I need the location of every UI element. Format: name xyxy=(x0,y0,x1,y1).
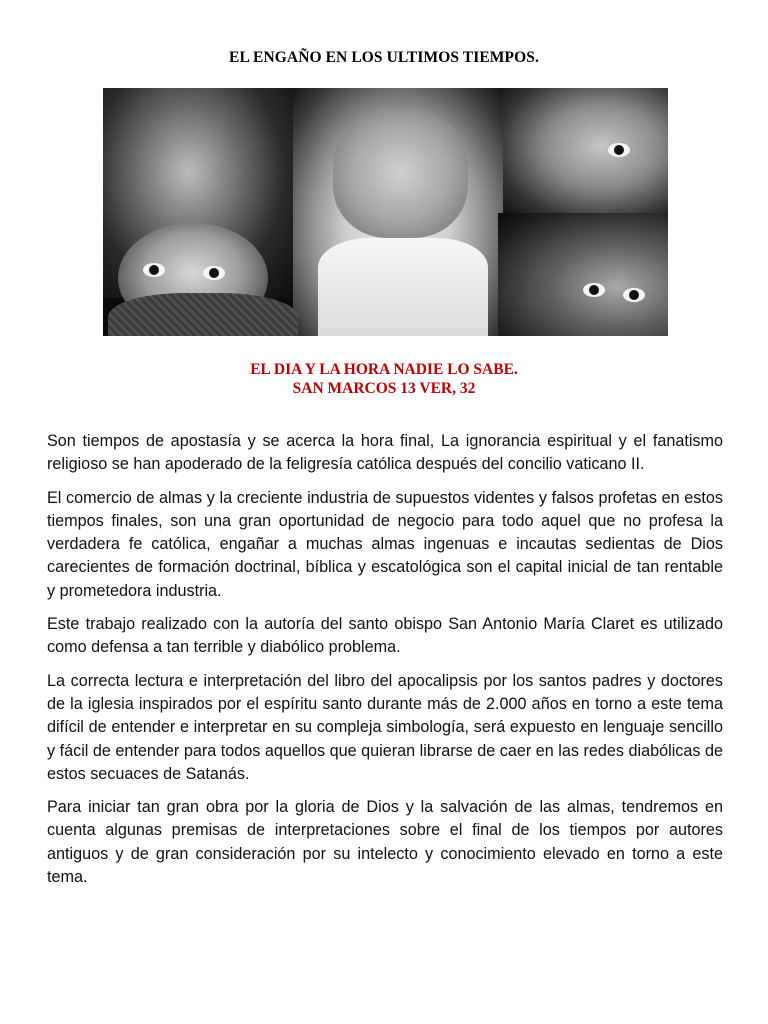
paragraph: La correcta lectura e interpretación del libro del apocalipsis por los santos padres y doctores de la iglesia inspirados por el espíritu santo durante más de 2.000 años en torno a este tema difícil de entender e interpretar en su compleja simbología, será expuesto en lenguaje sencillo y fácil de entender para todos aquellos que quieran librarse de caer en las redes diabólicas de estos secuaces de Satanás. xyxy=(47,671,723,783)
document-subtitle xyxy=(0,360,768,398)
document-title: EL ENGAÑO EN LOS ULTIMOS TIEMPOS. xyxy=(229,49,539,66)
peeking-eye xyxy=(608,143,630,157)
white-shirt xyxy=(318,238,488,336)
knit-scarf xyxy=(108,293,298,336)
paragraph: Este trabajo realizado con la autoría del santo obispo San Antonio María Claret es utilizado como defensa a tan terrible y diabólico problema. xyxy=(47,615,723,657)
hands-covering-face xyxy=(333,108,468,238)
hidden-face-eye-right xyxy=(623,288,645,302)
collage-panel-hidden-face xyxy=(498,213,668,336)
collage-panel-peeking-eye xyxy=(503,88,668,218)
document-body xyxy=(47,430,723,899)
subtitle-line-1: EL DIA Y LA HORA NADIE LO SABE. xyxy=(250,361,518,378)
paragraph: Son tiempos de apostasía y se acerca la hora final, La ignorancia espiritual y el fanatismo religioso se han apoderado de la feligresía católica después del concilio vaticano II. xyxy=(47,432,723,474)
wide-eye-left xyxy=(143,263,165,277)
wide-eye-right xyxy=(203,266,225,280)
subtitle-line-2: SAN MARCOS 13 VER, 32 xyxy=(292,380,476,397)
header-collage-image xyxy=(103,88,668,336)
paragraph: El comercio de almas y la creciente industria de supuestos videntes y falsos profetas en estos tiempos finales, son una gran oportunidad de negocio para todo aquel que no profesa la verdadera fe católica, engañar a muchas almas ingenuas e incautas sedientas de Dios carecientes de formación doctrinal, bíblica y escatológica son el capital inicial de tan rentable y prometedora industria. xyxy=(47,488,723,600)
paragraph: Para iniciar tan gran obra por la gloria de Dios y la salvación de las almas, tendremos en cuenta algunas premisas de interpretaciones sobre el final de los tiempos por autores antiguos y de gran consideración por su intelecto y conocimiento elevado en torno a este tema. xyxy=(47,798,723,887)
hidden-face-eye-left xyxy=(583,283,605,297)
